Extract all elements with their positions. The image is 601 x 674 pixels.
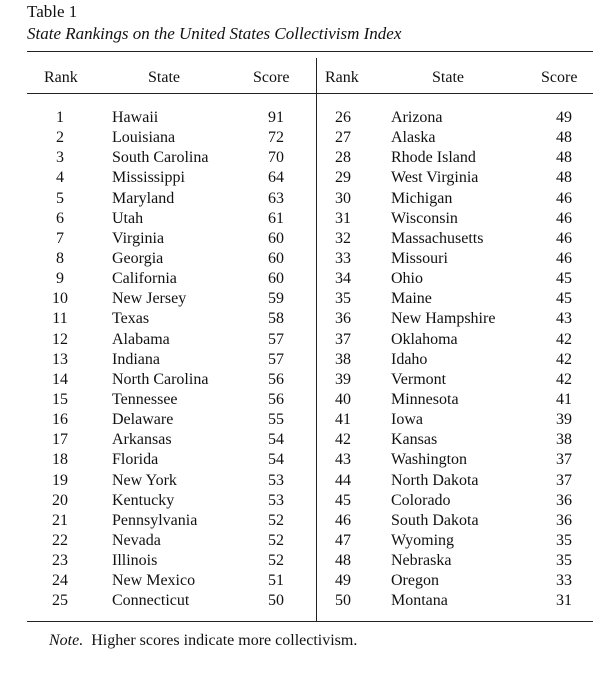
state-cell-right: Oklahoma <box>391 330 458 348</box>
rank-cell-left: 15 <box>52 390 68 408</box>
rank-cell-right: 45 <box>335 491 351 509</box>
score-cell-right: 46 <box>556 209 572 227</box>
table-row <box>0 290 601 310</box>
table-row <box>0 310 601 330</box>
state-cell-left: Maryland <box>112 189 175 207</box>
table-row <box>0 331 601 351</box>
state-cell-right: Wisconsin <box>391 209 458 227</box>
rank-cell-left: 25 <box>52 592 68 610</box>
state-cell-left: New Mexico <box>112 572 196 590</box>
header-rule <box>27 93 593 94</box>
table-row <box>0 512 601 532</box>
header-rank-right: Rank <box>325 69 359 86</box>
rank-cell-right: 42 <box>335 431 351 449</box>
table-note <box>49 632 357 650</box>
rank-cell-right: 47 <box>335 531 351 549</box>
rank-cell-right: 50 <box>335 592 351 610</box>
table-row <box>0 451 601 471</box>
state-cell-right: Ohio <box>391 270 423 288</box>
rank-cell-right: 40 <box>335 390 351 408</box>
state-cell-left: Delaware <box>112 411 174 429</box>
table-label: Table 1 <box>27 2 78 21</box>
state-cell-right: South Dakota <box>391 511 479 529</box>
note-label: Note. <box>49 632 84 649</box>
state-cell-left: Nevada <box>112 531 161 549</box>
rank-cell-left: 11 <box>52 310 68 328</box>
table-row <box>0 572 601 592</box>
score-cell-right: 46 <box>556 229 572 247</box>
score-cell-right: 41 <box>556 390 572 408</box>
header-state-right: State <box>432 69 464 86</box>
top-rule <box>27 51 593 52</box>
score-cell-left: 56 <box>268 390 284 408</box>
state-cell-left: Louisiana <box>112 129 176 147</box>
rank-cell-right: 27 <box>335 129 351 147</box>
score-cell-left: 54 <box>268 431 284 449</box>
score-cell-right: 39 <box>556 411 572 429</box>
rank-cell-right: 37 <box>335 330 351 348</box>
table-row <box>0 250 601 270</box>
score-cell-right: 36 <box>556 491 572 509</box>
state-cell-left: Pennsylvania <box>112 511 198 529</box>
rank-cell-left: 1 <box>56 109 64 126</box>
score-cell-right: 35 <box>556 552 572 570</box>
state-cell-right: Arizona <box>391 109 443 126</box>
state-cell-right: Maine <box>391 290 432 308</box>
score-cell-right: 42 <box>556 350 572 368</box>
rank-cell-right: 48 <box>335 552 351 570</box>
state-cell-left: New Jersey <box>112 290 187 308</box>
table-row <box>0 129 601 149</box>
score-cell-left: 58 <box>268 310 284 328</box>
state-cell-right: Minnesota <box>391 390 459 408</box>
table-row <box>0 472 601 492</box>
state-cell-left: Kentucky <box>112 491 175 509</box>
rank-cell-left: 18 <box>52 451 68 469</box>
header-score-right: Score <box>541 69 578 86</box>
table-row <box>0 351 601 371</box>
note-text: Higher scores indicate more collectivism. <box>91 632 358 649</box>
table-row <box>0 230 601 250</box>
rank-cell-left: 10 <box>52 290 68 308</box>
state-cell-right: Oregon <box>391 572 439 590</box>
rank-cell-right: 43 <box>335 451 351 469</box>
rank-cell-right: 33 <box>335 249 351 267</box>
rank-cell-left: 4 <box>56 169 64 187</box>
header-rank-left: Rank <box>44 69 78 86</box>
score-cell-left: 53 <box>268 491 284 509</box>
score-cell-left: 61 <box>268 209 284 227</box>
rank-cell-right: 26 <box>335 109 351 126</box>
score-cell-left: 63 <box>268 189 284 207</box>
state-cell-right: North Dakota <box>391 471 479 489</box>
state-cell-right: West Virginia <box>391 169 479 187</box>
score-cell-right: 48 <box>556 129 572 147</box>
score-cell-right: 46 <box>556 189 572 207</box>
rank-cell-right: 38 <box>335 350 351 368</box>
rank-cell-left: 20 <box>52 491 68 509</box>
rank-cell-left: 19 <box>52 471 68 489</box>
rank-cell-right: 44 <box>335 471 351 489</box>
score-cell-left: 64 <box>268 169 284 187</box>
table-row <box>0 532 601 552</box>
table-caption: State Rankings on the United States Collectivism Index <box>27 24 402 43</box>
state-cell-left: New York <box>112 471 177 489</box>
rank-cell-right: 41 <box>335 411 351 429</box>
table-row <box>0 149 601 169</box>
score-cell-right: 42 <box>556 370 572 388</box>
rank-cell-right: 30 <box>335 189 351 207</box>
score-cell-left: 54 <box>268 451 284 469</box>
rank-cell-right: 29 <box>335 169 351 187</box>
rank-cell-right: 49 <box>335 572 351 590</box>
score-cell-left: 51 <box>268 572 284 590</box>
rank-cell-left: 21 <box>52 511 68 529</box>
score-cell-left: 70 <box>268 149 284 167</box>
score-cell-right: 37 <box>556 471 572 489</box>
score-cell-left: 53 <box>268 471 284 489</box>
score-cell-right: 31 <box>556 592 572 610</box>
score-cell-left: 55 <box>268 411 284 429</box>
rank-cell-left: 9 <box>56 270 64 288</box>
rank-cell-left: 12 <box>52 330 68 348</box>
rank-cell-left: 23 <box>52 552 68 570</box>
table-row <box>0 270 601 290</box>
score-cell-left: 57 <box>268 330 284 348</box>
table-row <box>0 109 601 129</box>
state-cell-right: Wyoming <box>391 531 455 549</box>
table-row <box>0 169 601 189</box>
rank-cell-right: 32 <box>335 229 351 247</box>
state-cell-left: Indiana <box>112 350 160 368</box>
score-cell-left: 52 <box>268 511 284 529</box>
score-cell-right: 49 <box>556 109 572 126</box>
state-cell-right: Iowa <box>391 411 423 429</box>
rank-cell-left: 7 <box>56 229 64 247</box>
rank-cell-right: 36 <box>335 310 351 328</box>
score-cell-left: 60 <box>268 229 284 247</box>
state-cell-left: Florida <box>112 451 159 469</box>
table-row <box>0 371 601 391</box>
state-cell-right: Michigan <box>391 189 453 207</box>
score-cell-right: 45 <box>556 270 572 288</box>
rank-cell-left: 5 <box>56 189 64 207</box>
state-cell-left: California <box>112 270 177 288</box>
score-cell-right: 48 <box>556 149 572 167</box>
header-state-left: State <box>148 69 180 86</box>
table-row <box>0 492 601 512</box>
state-cell-right: Washington <box>391 451 468 469</box>
state-cell-right: Alaska <box>391 129 436 147</box>
score-cell-right: 38 <box>556 431 572 449</box>
table-row <box>0 411 601 431</box>
score-cell-right: 46 <box>556 249 572 267</box>
bottom-rule <box>27 621 593 622</box>
rank-cell-left: 14 <box>52 370 68 388</box>
score-cell-left: 59 <box>268 290 284 308</box>
score-cell-right: 43 <box>556 310 572 328</box>
rank-cell-left: 3 <box>56 149 64 167</box>
state-cell-left: Utah <box>112 209 144 227</box>
state-cell-right: New Hampshire <box>391 310 496 328</box>
state-cell-left: Arkansas <box>112 431 172 449</box>
rank-cell-left: 2 <box>56 129 64 147</box>
score-cell-left: 52 <box>268 531 284 549</box>
state-cell-left: Alabama <box>112 330 170 348</box>
state-cell-left: Virginia <box>112 229 165 247</box>
table-row <box>0 592 601 612</box>
state-cell-left: Tennessee <box>112 390 178 408</box>
score-cell-left: 50 <box>268 592 284 610</box>
state-cell-right: Nebraska <box>391 552 452 570</box>
table-row <box>0 190 601 210</box>
score-cell-left: 72 <box>268 129 284 147</box>
table-row <box>0 552 601 572</box>
score-cell-right: 33 <box>556 572 572 590</box>
rank-cell-left: 16 <box>52 411 68 429</box>
state-cell-right: Missouri <box>391 249 448 267</box>
score-cell-right: 37 <box>556 451 572 469</box>
score-cell-left: 60 <box>268 270 284 288</box>
score-cell-left: 91 <box>268 109 284 126</box>
rank-cell-right: 31 <box>335 209 351 227</box>
rank-cell-right: 46 <box>335 511 351 529</box>
table-row <box>0 391 601 411</box>
state-cell-left: Texas <box>112 310 150 328</box>
rank-cell-left: 8 <box>56 249 64 267</box>
state-cell-right: Rhode Island <box>391 149 476 167</box>
state-cell-left: Mississippi <box>112 169 185 187</box>
rank-cell-right: 28 <box>335 149 351 167</box>
state-cell-left: Illinois <box>112 552 158 570</box>
rank-cell-left: 17 <box>52 431 68 449</box>
state-cell-left: Hawaii <box>112 109 159 126</box>
rank-cell-left: 24 <box>52 572 68 590</box>
header-score-left: Score <box>253 69 290 86</box>
score-cell-right: 45 <box>556 290 572 308</box>
state-cell-left: North Carolina <box>112 370 209 388</box>
score-cell-right: 35 <box>556 531 572 549</box>
score-cell-left: 56 <box>268 370 284 388</box>
table-row <box>0 210 601 230</box>
table-row <box>0 431 601 451</box>
state-cell-right: Vermont <box>391 370 447 388</box>
rank-cell-right: 39 <box>335 370 351 388</box>
state-cell-left: Connecticut <box>112 592 190 610</box>
rank-cell-right: 34 <box>335 270 351 288</box>
state-cell-right: Colorado <box>391 491 451 509</box>
score-cell-left: 60 <box>268 249 284 267</box>
score-cell-left: 57 <box>268 350 284 368</box>
score-cell-right: 36 <box>556 511 572 529</box>
state-cell-right: Kansas <box>391 431 438 449</box>
score-cell-left: 52 <box>268 552 284 570</box>
state-cell-right: Montana <box>391 592 448 610</box>
rank-cell-left: 13 <box>52 350 68 368</box>
state-cell-left: South Carolina <box>112 149 209 167</box>
state-cell-right: Massachusetts <box>391 229 484 247</box>
table-body <box>0 109 601 613</box>
rank-cell-left: 6 <box>56 209 64 227</box>
rank-cell-left: 22 <box>52 531 68 549</box>
rank-cell-right: 35 <box>335 290 351 308</box>
state-cell-left: Georgia <box>112 249 164 267</box>
score-cell-right: 48 <box>556 169 572 187</box>
score-cell-right: 42 <box>556 330 572 348</box>
state-cell-right: Idaho <box>391 350 428 368</box>
